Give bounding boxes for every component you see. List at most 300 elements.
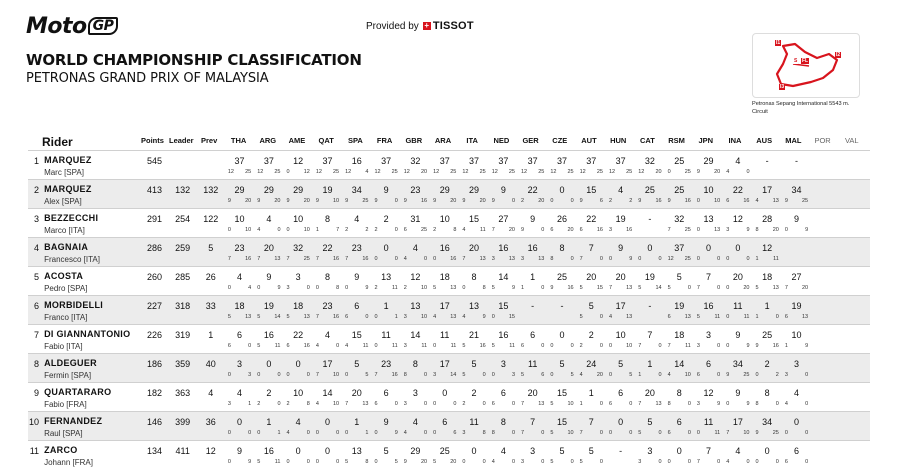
race-points: 32 [293, 243, 304, 253]
race-result-cell [811, 354, 840, 383]
race-only-points: 16 [333, 256, 340, 262]
sprint-points: 7 [696, 285, 700, 291]
rider-row[interactable] [28, 325, 870, 354]
race-points: 10 [234, 214, 245, 224]
prev-gap-value: 12 [197, 441, 225, 469]
race-only-points: 5 [570, 372, 574, 378]
race-points: 21 [469, 330, 480, 340]
race-only-points: 0 [599, 459, 603, 465]
race-result-cell [518, 441, 547, 469]
race-result-cell [371, 209, 400, 238]
sprint-points: 6 [579, 227, 583, 233]
race-points: 4 [354, 214, 360, 224]
race-only-points: 0 [394, 401, 398, 407]
sprint-points: 7 [696, 459, 700, 465]
rider-firstname-nation: Alex [SPA] [44, 197, 82, 206]
rider-name: MORBIDELLI [44, 300, 104, 310]
sprint-points: 5 [257, 314, 261, 320]
race-points: 16 [527, 243, 538, 253]
race-points: 11 [469, 417, 479, 427]
race-points: 25 [556, 272, 567, 282]
sprint-points: 5 [550, 430, 554, 436]
position: 11 [28, 441, 42, 469]
race-result-cell [694, 180, 723, 209]
race-only-points: 8 [336, 285, 340, 291]
race-points: 25 [439, 446, 450, 456]
race-points: 0 [735, 243, 741, 253]
race-points [840, 446, 870, 457]
race-points [782, 243, 811, 254]
sprint-points: 2 [345, 227, 349, 233]
race-points: 12 [703, 388, 714, 398]
race-result-cell [430, 209, 459, 238]
race-result-cell [694, 267, 723, 296]
sprint-points: 4 [403, 430, 407, 436]
race-result-cell [313, 325, 342, 354]
race-points: 12 [410, 272, 421, 282]
race-result-cell [489, 296, 518, 325]
sprint-points: 5 [345, 459, 349, 465]
sprint-points: 4 [345, 343, 349, 349]
race-result-cell [547, 325, 576, 354]
sprint-points: 6 [726, 198, 730, 204]
race-only-points: 8 [365, 459, 369, 465]
sprint-points: 8 [403, 372, 407, 378]
race-points: 27 [791, 272, 802, 282]
race-result-cell [489, 441, 518, 469]
race-header-jpn: JPN [698, 136, 714, 145]
sprint-points: 7 [227, 256, 231, 262]
sprint-points: 4 [491, 459, 495, 465]
race-points: 0 [793, 417, 799, 427]
sprint-points: 4 [403, 256, 407, 262]
race-header-arg: ARG [259, 136, 277, 145]
race-result-cell [518, 151, 547, 180]
race-points: 15 [469, 214, 480, 224]
race-only-points: 0 [570, 198, 574, 204]
race-result-cell [430, 412, 459, 441]
race-result-cell [518, 296, 547, 325]
race-result-cell [782, 441, 811, 469]
race-only-points: 11 [274, 343, 281, 349]
race-only-points: 0 [424, 372, 428, 378]
race-only-points: 25 [479, 169, 486, 175]
race-result-cell [489, 354, 518, 383]
race-result-cell [342, 412, 371, 441]
race-only-points: 11 [773, 256, 779, 262]
sprint-points: 0 [608, 430, 612, 436]
race-result-cell [459, 267, 488, 296]
race-result-cell [753, 412, 782, 441]
race-only-points: 0 [453, 401, 457, 407]
prev-gap-value: 122 [197, 209, 225, 238]
points-value: 260 [141, 267, 169, 296]
rider-row[interactable] [28, 151, 870, 180]
sprint-points: 6 [227, 343, 231, 349]
race-result-cell [313, 238, 342, 267]
race-only-points: 2 [365, 227, 369, 233]
race-header-ina: INA [728, 136, 742, 145]
race-result-cell [254, 296, 283, 325]
race-points: 23 [381, 359, 392, 369]
race-only-points: 16 [567, 285, 574, 291]
race-result-cell [547, 383, 576, 412]
race-result-cell [635, 151, 664, 180]
race-only-points: 11 [479, 227, 486, 233]
sprint-points: 2 [403, 285, 407, 291]
race-only-points: 25 [362, 198, 369, 204]
rider-row[interactable] [28, 296, 870, 325]
sprint-points: 0 [491, 372, 495, 378]
race-points: 19 [263, 301, 274, 311]
sprint-points: 0 [433, 401, 437, 407]
race-points: 34 [791, 185, 802, 195]
race-only-points: 11 [421, 343, 428, 349]
race-points: 25 [644, 185, 655, 195]
sprint-points: 1 [521, 285, 525, 291]
race-result-cell [753, 296, 782, 325]
race-points [811, 156, 840, 167]
race-only-points: 16 [596, 227, 603, 233]
race-result-cell [430, 325, 459, 354]
race-result-cell [782, 209, 811, 238]
race-only-points: 0 [336, 459, 340, 465]
race-only-points: 0 [394, 227, 398, 233]
race-only-points: 14 [274, 314, 281, 320]
sprint-points: 12 [579, 169, 586, 175]
sprint-points: 4 [726, 169, 730, 175]
race-result-cell [518, 238, 547, 267]
race-only-points: 9 [717, 401, 721, 407]
sprint-points: 9 [315, 198, 319, 204]
sprint-points: 6 [491, 401, 495, 407]
race-only-points: 16 [772, 343, 779, 349]
race-points: 15 [586, 185, 597, 195]
race-result-cell [753, 267, 782, 296]
race-only-points: 9 [746, 227, 750, 233]
race-points: - [531, 301, 535, 311]
sprint-points: 5 [491, 343, 495, 349]
race-points: 14 [498, 272, 509, 282]
race-result-cell [723, 209, 752, 238]
sprint-points: 4 [462, 314, 466, 320]
race-result-cell [254, 354, 283, 383]
race-result-cell [401, 325, 430, 354]
race-points: 15 [556, 388, 567, 398]
race-only-points: 0 [599, 314, 603, 320]
race-points: 3 [530, 446, 536, 456]
sprint-points: 8 [550, 256, 554, 262]
sprint-points: 0 [491, 314, 495, 320]
race-result-cell [811, 412, 840, 441]
race-result-cell [401, 267, 430, 296]
race-points: 1 [354, 417, 360, 427]
rider-firstname-nation: Franco [ITA] [44, 313, 88, 322]
race-points [840, 156, 870, 167]
sprint-points: 7 [608, 285, 612, 291]
race-points: 13 [381, 272, 392, 282]
leader-gap-value [169, 151, 197, 180]
race-only-points: 20 [274, 198, 281, 204]
race-only-points: 0 [717, 372, 721, 378]
sprint-points: 4 [257, 227, 261, 233]
race-result-cell [401, 151, 430, 180]
race-points: 16 [439, 243, 450, 253]
race-points: 0 [266, 359, 272, 369]
sprint-points: 1 [579, 401, 583, 407]
race-result-cell [371, 267, 400, 296]
sprint-points: 0 [315, 459, 319, 465]
sprint-points: 9 [726, 372, 730, 378]
race-points: - [765, 156, 769, 166]
sprint-points: 5 [491, 285, 495, 291]
race-points: 37 [527, 156, 538, 166]
race-result-cell [489, 209, 518, 238]
race-result-cell [840, 325, 870, 354]
race-points: 20 [644, 388, 655, 398]
race-header-fra: FRA [376, 136, 393, 145]
race-points [811, 272, 840, 283]
race-only-points: 0 [717, 256, 721, 262]
race-result-cell [811, 383, 840, 412]
rider-row[interactable] [28, 238, 870, 267]
prev-gap-value [197, 151, 225, 180]
race-result-cell [254, 209, 283, 238]
sprint-points: 0 [667, 459, 671, 465]
sprint-points: 2 [433, 227, 437, 233]
race-result-cell [401, 209, 430, 238]
race-result-cell [840, 441, 870, 469]
sprint-points: 0 [433, 343, 437, 349]
rider-row[interactable] [28, 441, 870, 469]
rider-row[interactable] [28, 412, 870, 441]
sprint-points: 0 [696, 256, 700, 262]
race-points: 0 [676, 446, 682, 456]
sprint-points: 6 [403, 227, 407, 233]
race-points: 6 [793, 446, 799, 456]
race-result-cell [518, 412, 547, 441]
rider-row[interactable] [28, 354, 870, 383]
rider-row[interactable] [28, 209, 870, 238]
race-only-points: 20 [567, 227, 574, 233]
sprint-points: 12 [345, 169, 352, 175]
prev-column-header: Prev [201, 136, 218, 145]
sprint-points: 9 [755, 343, 759, 349]
race-result-cell [635, 441, 664, 469]
race-result-cell [753, 209, 782, 238]
race-only-points: 20 [802, 285, 809, 291]
race-result-cell [489, 383, 518, 412]
race-header-por: POR [814, 136, 831, 145]
race-result-cell [284, 354, 313, 383]
race-result-cell [459, 151, 488, 180]
race-points: 6 [530, 330, 536, 340]
race-result-cell [342, 383, 371, 412]
race-points: 29 [293, 185, 304, 195]
sprint-points: 0 [227, 372, 231, 378]
race-only-points: 0 [336, 343, 340, 349]
race-result-cell [547, 296, 576, 325]
race-result-cell [840, 383, 870, 412]
points-value: 134 [141, 441, 169, 469]
page-title: WORLD CHAMPIONSHIP CLASSIFICATION [26, 51, 362, 69]
rider-cell [42, 267, 140, 296]
sprint-points: 0 [696, 227, 700, 233]
sprint-points: 5 [286, 314, 290, 320]
race-points: 37 [586, 156, 597, 166]
rider-name: ALDEGUER [44, 358, 97, 368]
race-result-cell [635, 383, 664, 412]
race-only-points: 9 [277, 285, 281, 291]
race-points: 37 [263, 156, 274, 166]
race-points: 17 [439, 301, 450, 311]
race-result-cell [459, 238, 488, 267]
sprint-points: 3 [784, 372, 788, 378]
race-only-points: 7 [336, 227, 340, 233]
rider-row[interactable] [28, 180, 870, 209]
sprint-points: 7 [784, 285, 788, 291]
sprint-points: 5 [550, 401, 554, 407]
sprint-points: 12 [374, 169, 381, 175]
race-points: 7 [706, 272, 712, 282]
race-result-cell [606, 267, 635, 296]
race-only-points: 8 [306, 401, 310, 407]
race-result-cell [342, 180, 371, 209]
sprint-points: 3 [726, 227, 730, 233]
sprint-points: 0 [315, 430, 319, 436]
rider-row[interactable] [28, 383, 870, 412]
race-points: 18 [234, 301, 245, 311]
race-only-points: 25 [684, 256, 691, 262]
race-only-points: 13 [450, 314, 457, 320]
points-value: 545 [141, 151, 169, 180]
sprint-points: 3 [521, 459, 525, 465]
race-only-points: 11 [274, 459, 281, 465]
race-points: 37 [469, 156, 480, 166]
race-result-cell [753, 238, 782, 267]
race-result-cell [694, 151, 723, 180]
race-points: 29 [439, 185, 450, 195]
position: 1 [28, 151, 42, 180]
race-result-cell [753, 354, 782, 383]
rider-row[interactable] [28, 267, 870, 296]
race-only-points: 0 [775, 459, 779, 465]
race-points: 8 [500, 417, 506, 427]
race-result-cell [518, 383, 547, 412]
race-result-cell [371, 151, 400, 180]
race-result-cell [518, 325, 547, 354]
race-points [840, 301, 870, 312]
race-only-points: 0 [570, 343, 574, 349]
race-points: - [619, 446, 623, 456]
race-result-cell [723, 354, 752, 383]
rider-cell [42, 412, 140, 441]
race-points: 6 [706, 359, 712, 369]
race-only-points: 16 [450, 256, 457, 262]
rider-name: MARQUEZ [44, 155, 92, 165]
rider-firstname-nation: Fabio [FRA] [44, 400, 87, 409]
race-result-cell [753, 383, 782, 412]
race-only-points: 11 [714, 314, 721, 320]
race-result-cell [782, 238, 811, 267]
race-points: 29 [410, 446, 421, 456]
race-only-points: 0 [511, 198, 515, 204]
race-result-cell [371, 412, 400, 441]
race-result-cell [401, 180, 430, 209]
position: 8 [28, 354, 42, 383]
race-points: 25 [674, 185, 685, 195]
race-points: 9 [735, 388, 741, 398]
race-points: 15 [351, 330, 362, 340]
race-only-points: 0 [541, 430, 545, 436]
race-points: 9 [266, 272, 272, 282]
rider-name: BEZZECCHI [44, 213, 99, 223]
race-result-cell [430, 354, 459, 383]
sprint-points: 6 [784, 314, 788, 320]
leader-gap-value: 254 [169, 209, 197, 238]
race-result-cell [284, 267, 313, 296]
race-only-points: 8 [482, 430, 486, 436]
race-points [811, 388, 840, 399]
race-points: 13 [469, 301, 480, 311]
race-points: 8 [324, 272, 330, 282]
sprint-points: 0 [784, 227, 788, 233]
points-value: 227 [141, 296, 169, 325]
race-points: 0 [559, 330, 565, 340]
race-points [840, 388, 870, 399]
race-points: 3 [295, 272, 301, 282]
race-points [811, 301, 840, 312]
tissot-text: TISSOT [432, 20, 474, 32]
race-points: 0 [764, 446, 770, 456]
points-value: 291 [141, 209, 169, 238]
position: 7 [28, 325, 42, 354]
race-only-points: 0 [306, 459, 310, 465]
leader-gap-value: 363 [169, 383, 197, 412]
race-points: 37 [615, 156, 626, 166]
race-result-cell [313, 441, 342, 469]
race-points: 19 [674, 301, 685, 311]
sprint-points: 6 [286, 343, 290, 349]
race-result-cell [518, 267, 547, 296]
race-result-cell [313, 267, 342, 296]
race-points: 13 [351, 446, 362, 456]
race-points: 34 [351, 185, 362, 195]
race-result-cell [225, 441, 254, 469]
race-only-points: 4 [248, 285, 252, 291]
sprint-points: 0 [286, 372, 290, 378]
sprint-points: 12 [433, 169, 440, 175]
race-result-cell [225, 354, 254, 383]
race-result-cell [723, 180, 752, 209]
rider-cell [42, 180, 140, 209]
race-only-points: 10 [245, 227, 252, 233]
race-result-cell [225, 383, 254, 412]
race-points: 11 [733, 301, 743, 311]
race-only-points: 13 [479, 256, 486, 262]
race-result-cell [840, 238, 870, 267]
race-only-points: 0 [306, 372, 310, 378]
race-points: 9 [500, 185, 506, 195]
race-only-points: 0 [277, 372, 281, 378]
race-only-points: 0 [658, 256, 662, 262]
race-points: 1 [383, 301, 389, 311]
race-result-cell [371, 180, 400, 209]
rider-cell [42, 325, 140, 354]
sprint-points: 4 [608, 314, 612, 320]
sprint-points: 5 [227, 314, 231, 320]
race-only-points: 20 [508, 227, 515, 233]
